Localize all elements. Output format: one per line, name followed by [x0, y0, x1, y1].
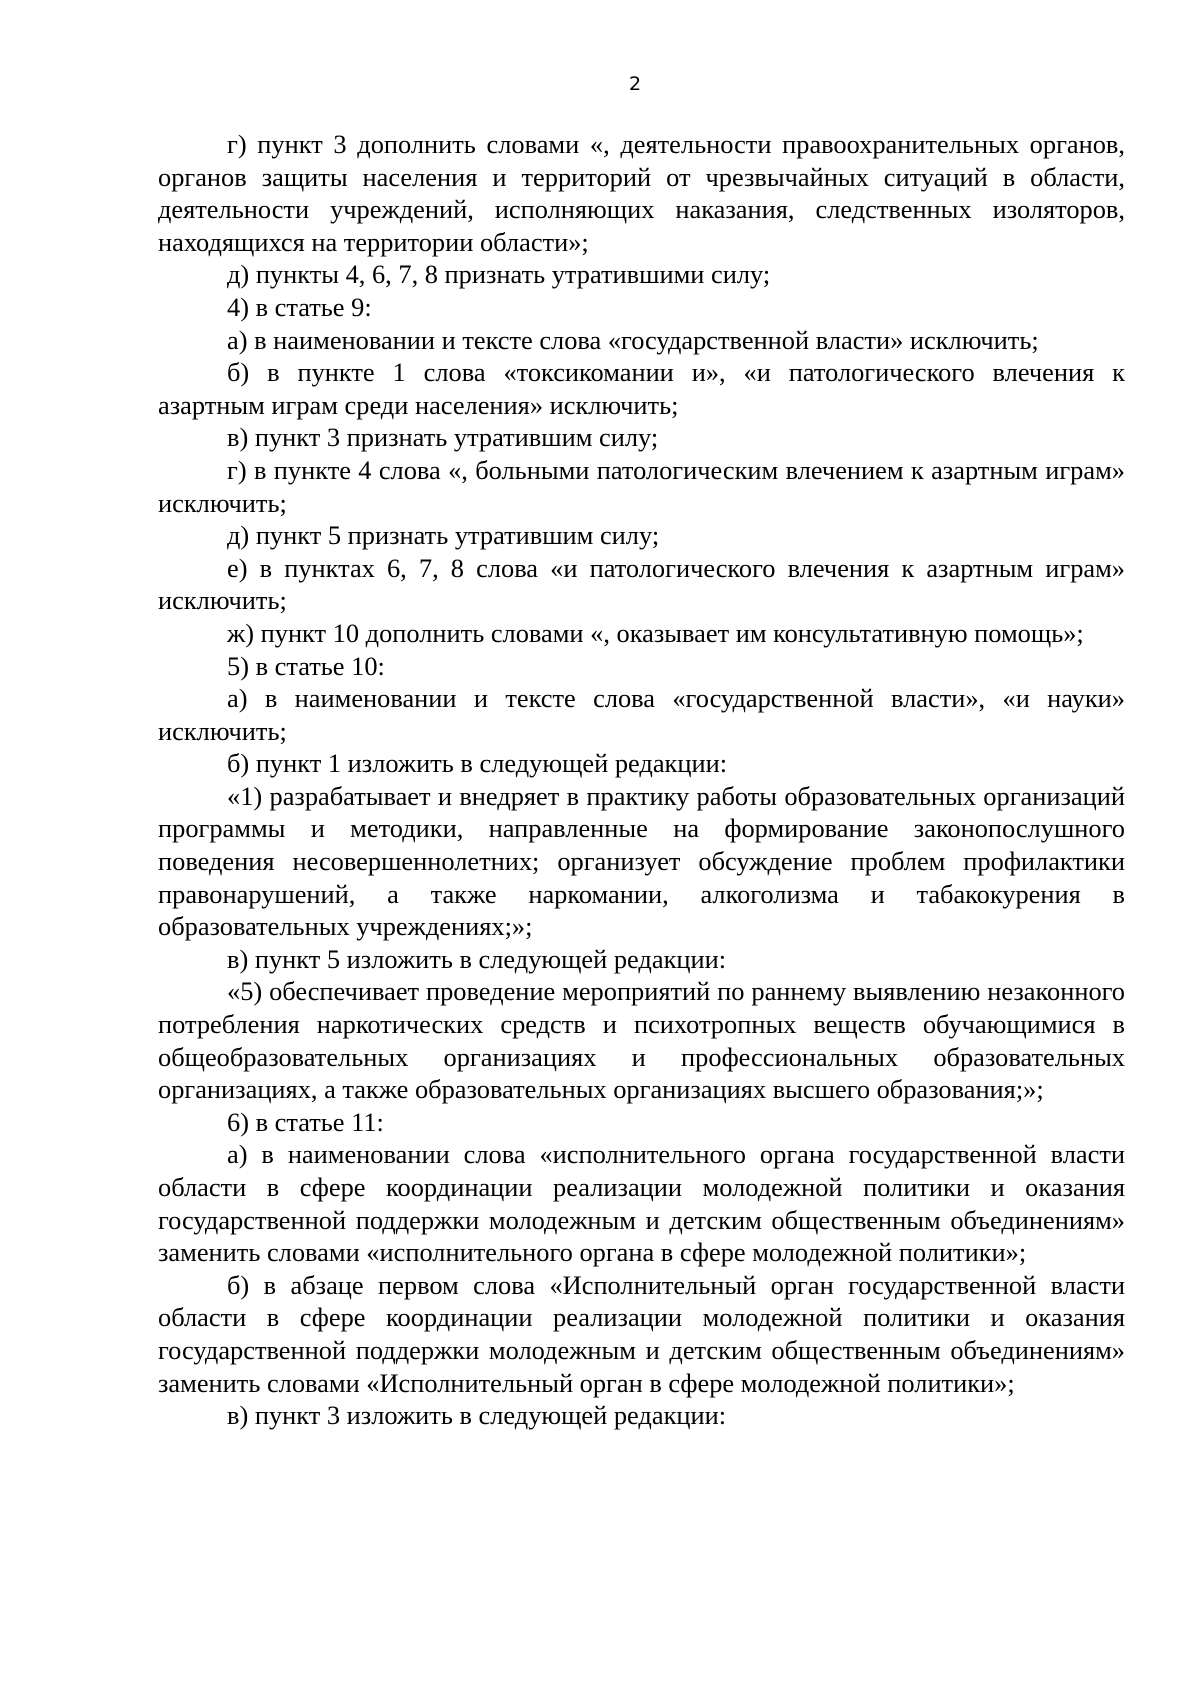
- paragraph: в) пункт 5 изложить в следующей редакции:: [227, 943, 727, 974]
- page-number: 2: [628, 73, 642, 95]
- paragraph: в) пункт 3 изложить в следующей редакции:: [227, 1400, 727, 1431]
- paragraph: д) пункт 5 признать утратившим силу;: [227, 520, 660, 551]
- paragraph: а) в наименовании и тексте слова «государственной власти», «и науки» исключить;: [158, 683, 1125, 746]
- paragraph: ж) пункт 10 дополнить словами «, оказывает им консультативную помощь»;: [227, 617, 1084, 648]
- document-body: [158, 128, 1125, 1432]
- paragraph: 5) в статье 10:: [227, 650, 385, 681]
- paragraph: «5) обеспечивает проведение мероприятий по раннему выявлению незаконного потребления наркотических средств и психотропных веществ обучающимися в общеобразовательных организациях и профессиональных образовательных организациях, а также образовательных организациях высшего образования;»;: [158, 976, 1125, 1105]
- paragraph: г) пункт 3 дополнить словами «, деятельности правоохранительных органов, органов защиты населения и территорий от чрезвычайных ситуаций в области, деятельности учреждений, исполняющих наказания, следственных изоляторов, находящихся на территории области»;: [158, 129, 1125, 257]
- paragraph: 4) в статье 9:: [227, 291, 372, 322]
- paragraph: а) в наименовании слова «исполнительного органа государственной власти области в сфере координации реализации молодежной политики и оказания государственной поддержки молодежным и детским общественным объединениям» заменить словами «исполнительного органа в сфере молодежной политики»;: [158, 1139, 1125, 1268]
- paragraph: «1) разрабатывает и внедряет в практику работы образовательных организаций программы и методики, направленные на формирование законопослушного поведения несовершеннолетних; организует обсуждение проблем профилактики правонарушений, а также наркомании, алкоголизма и табакокурения в образовательных учреждениях;»;: [158, 780, 1125, 942]
- paragraph: е) в пунктах 6, 7, 8 слова «и патологического влечения к азартным играм» исключить;: [158, 552, 1125, 616]
- paragraph: б) в абзаце первом слова «Исполнительный орган государственной власти области в сфере координации реализации молодежной политики и оказания государственной поддержки молодежным и детским общественным объединениям» заменить словами «Исполнительный орган в сфере молодежной политики»;: [158, 1269, 1125, 1398]
- paragraph: а) в наименовании и тексте слова «государственной власти» исключить;: [227, 324, 1039, 355]
- paragraph: б) пункт 1 изложить в следующей редакции:: [227, 748, 728, 779]
- paragraph: г) в пункте 4 слова «, больными патологическим влечением к азартным играм» исключить;: [158, 454, 1125, 518]
- paragraph: д) пункты 4, 6, 7, 8 признать утратившими силу;: [227, 259, 771, 290]
- paragraph: 6) в статье 11:: [227, 1106, 384, 1137]
- paragraph: б) в пункте 1 слова «токсикомании и», «и патологического влечения к азартным играм среди населения» исключить;: [158, 357, 1125, 420]
- paragraph: в) пункт 3 признать утратившим силу;: [227, 422, 659, 453]
